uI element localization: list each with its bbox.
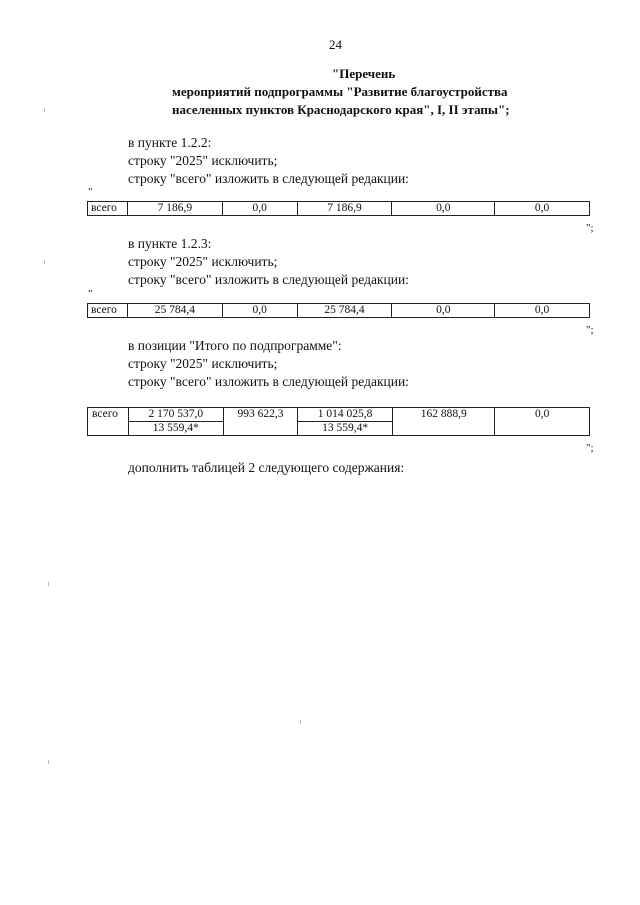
table-cell: 162 888,9 — [392, 408, 495, 436]
table-cell: 7 186,9 — [297, 202, 392, 216]
table-cell: 7 186,9 — [127, 202, 222, 216]
table-cell: 0,0 — [495, 202, 590, 216]
section1-line-2: строку "2025" исключить; — [128, 153, 278, 168]
table-cell: 993 622,3 — [223, 408, 298, 436]
table-cell: 0,0 — [495, 304, 590, 318]
table-row — [88, 202, 590, 216]
open-quote-2: " — [88, 288, 93, 300]
table-cell: 0,0 — [495, 408, 590, 436]
table-row — [88, 304, 590, 318]
table-section2 — [87, 303, 590, 318]
table-cell: 0,0 — [222, 202, 297, 216]
scan-mark — [300, 720, 301, 724]
table-cell: 1 014 025,8 — [298, 408, 393, 422]
table-cell: 25 784,4 — [127, 304, 222, 318]
section1-line-1: в пункте 1.2.2: — [128, 135, 212, 150]
page-number: 24 — [329, 37, 342, 52]
table-cell: 0,0 — [392, 202, 495, 216]
table-cell: 0,0 — [392, 304, 495, 318]
table-cell: всего — [88, 304, 128, 318]
section3-line-1: в позиции "Итого по подпрограмме": — [128, 338, 342, 353]
section1-line-3: строку "всего" изложить в следующей редакции: — [128, 171, 409, 186]
scan-mark — [48, 760, 49, 764]
open-quote-1: " — [88, 186, 93, 198]
section3-line-3: строку "всего" изложить в следующей редакции: — [128, 374, 409, 389]
table-section3 — [87, 407, 590, 436]
scan-mark — [44, 108, 45, 112]
closing-line: дополнить таблицей 2 следующего содержания: — [128, 460, 405, 475]
heading-line-2: мероприятий подпрограммы "Развитие благоустройства — [172, 84, 508, 99]
table-cell: 13 559,4* — [298, 422, 393, 436]
table-row — [88, 408, 590, 422]
table-cell: 25 784,4 — [297, 304, 392, 318]
close-quote-2: "; — [586, 324, 594, 336]
section2-line-3: строку "всего" изложить в следующей редакции: — [128, 272, 409, 287]
heading-line-3: населенных пунктов Краснодарского края", I, II этапы"; — [172, 102, 510, 117]
table-cell: 0,0 — [222, 304, 297, 318]
section3-line-2: строку "2025" исключить; — [128, 356, 278, 371]
scan-mark — [48, 582, 49, 586]
close-quote-3: "; — [586, 442, 594, 454]
close-quote-1: "; — [586, 222, 594, 234]
table-cell: 13 559,4* — [128, 422, 223, 436]
scan-mark — [44, 260, 45, 264]
section2-line-2: строку "2025" исключить; — [128, 254, 278, 269]
section2-line-1: в пункте 1.2.3: — [128, 236, 212, 251]
heading-line-1: "Перечень — [332, 66, 396, 81]
table-section1 — [87, 201, 590, 216]
table-cell: всего — [88, 202, 128, 216]
table-cell: 2 170 537,0 — [128, 408, 223, 422]
table-cell: всего — [88, 408, 129, 436]
